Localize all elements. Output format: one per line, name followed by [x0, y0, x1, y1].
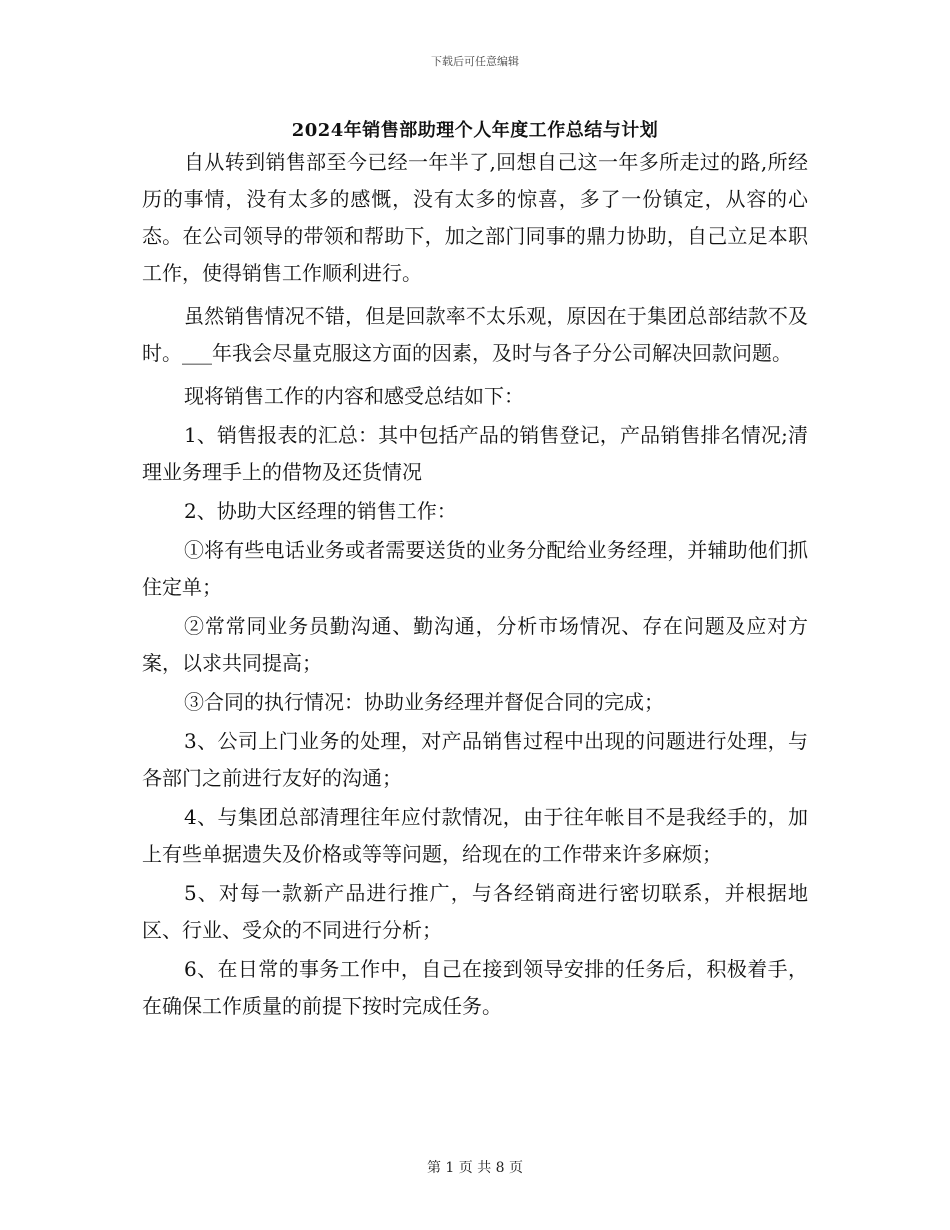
- document-title: 2024年销售部助理个人年度工作总结与计划: [291, 120, 659, 141]
- page-number: 第 1 页 共 8 页: [426, 1160, 524, 1176]
- list-item-4: 4、与集团总部清理往年应付款情况，由于往年帐目不是我经手的，加上有些单据遗失及价格或等等问题，给现在的工作带来许多麻烦；: [142, 805, 808, 866]
- list-item-3: 3、公司上门业务的处理，对产品销售过程中出现的问题进行处理，与各部门之前进行友好的沟通；: [142, 729, 808, 790]
- sub-item-2: ②常常同业务员勤沟通、勤沟通，分析市场情况、存在问题及应对方案，以求共同提高；: [142, 614, 808, 675]
- paragraph-collection: 虽然销售情况不错，但是回款率不太乐观，原因在于集团总部结款不及时。___年我会尽量克服这方面的因素，及时与各子分公司解决回款问题。: [142, 304, 808, 365]
- paragraph-intro: 自从转到销售部至今已经一年半了,回想自己这一年多所走过的路,所经历的事情，没有太多的感慨，没有太多的惊喜，多了一份镇定，从容的心态。在公司领导的带领和帮助下，加之部门同事的鼎力协助，自己立足本职工作，使得销售工作顺利进行。: [142, 150, 808, 285]
- paragraph-summary-lead: 现将销售工作的内容和感受总结如下：: [184, 384, 524, 408]
- list-item-2: 2、协助大区经理的销售工作：: [184, 499, 457, 523]
- list-item-1: 1、销售报表的汇总：其中包括产品的销售登记，产品销售排名情况;清理业务理手上的借物及还货情况: [142, 423, 808, 484]
- list-item-6: 6、在日常的事务工作中，自己在接到领导安排的任务后，积极着手，在确保工作质量的前提下按时完成任务。: [142, 957, 808, 1018]
- header-note: 下载后可任意编辑: [431, 55, 519, 68]
- sub-item-1: ①将有些电话业务或者需要送货的业务分配给业务经理，并辅助他们抓住定单；: [142, 538, 808, 599]
- document-body: [142, 144, 808, 1025]
- sub-item-3: ③合同的执行情况：协助业务经理并督促合同的完成；: [184, 690, 664, 714]
- list-item-5: 5、对每一款新产品进行推广，与各经销商进行密切联系，并根据地区、行业、受众的不同进行分析；: [142, 881, 808, 942]
